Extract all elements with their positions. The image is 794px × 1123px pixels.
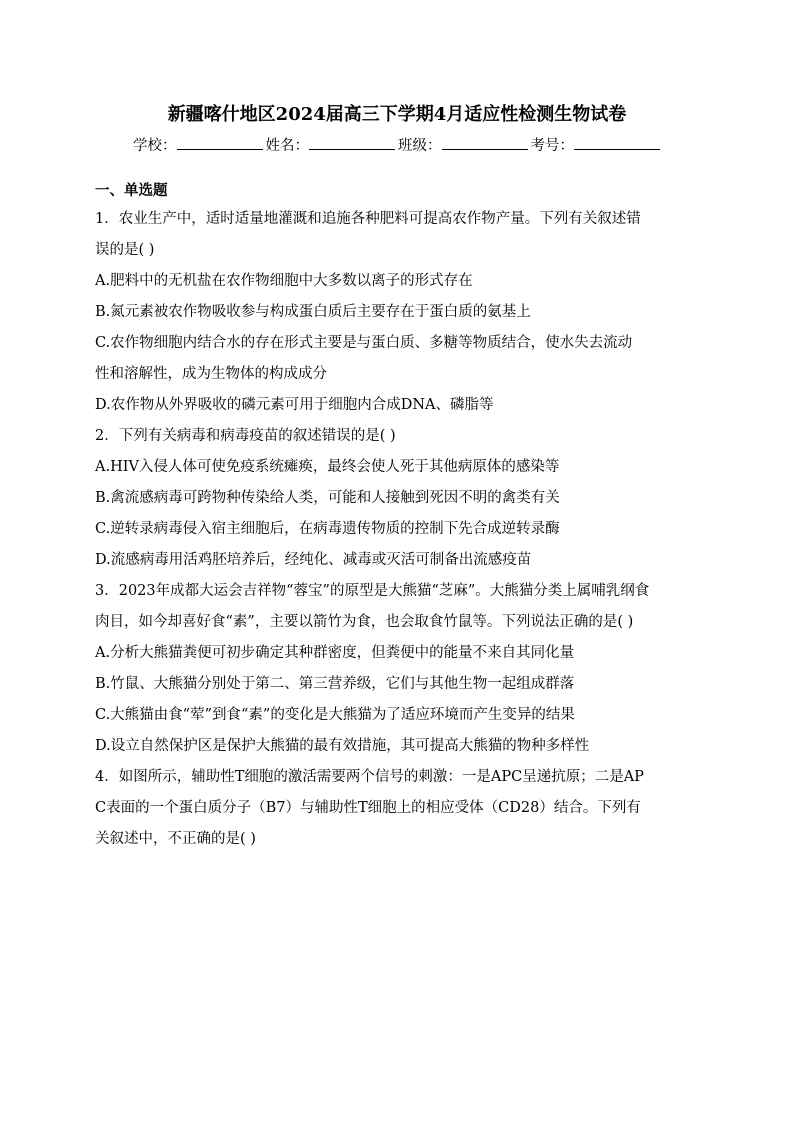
class-blank[interactable] (442, 134, 528, 150)
option-b: B.竹鼠、大熊猫分别处于第二、第三营养级，它们与其他生物一起组成群落 (95, 676, 575, 692)
question-3 (95, 576, 697, 762)
student-info-line (0, 134, 794, 158)
option-a: A.分析大熊猫粪便可初步确定其种群密度，但粪便中的能量不来自其同化量 (95, 645, 575, 661)
option-c: C.农作物细胞内结合水的存在形式主要是与蛋白质、多糖等物质结合，使水失去流动 (95, 335, 633, 351)
question-2 (95, 421, 697, 576)
question-content (95, 178, 697, 855)
exam-title: 新疆喀什地区2024届高三下学期4月适应性检测生物试卷 (167, 104, 627, 125)
option-b: B.禽流感病毒可跨物种传染给人类，可能和人接触到死因不明的禽类有关 (95, 490, 560, 506)
question-stem-line: 关叙述中，不正确的是( ) (95, 831, 256, 847)
question-stem-line: 1．农业生产中，适时适量地灌溉和追施各种肥料可提高农作物产量。下列有关叙述错 (95, 211, 641, 227)
option-d: D.设立自然保护区是保护大熊猫的最有效措施，其可提高大熊猫的物种多样性 (95, 738, 590, 754)
question-stem-line: 误的是( ) (95, 242, 155, 258)
question-stem-line: 肉目，如今却喜好食“素”，主要以箭竹为食，也会取食竹鼠等。下列说法正确的是( ) (95, 614, 634, 630)
question-stem-line: 3．2023年成都大运会吉祥物“蓉宝”的原型是大熊猫“芝麻”。大熊猫分类上属哺乳纲食 (95, 583, 650, 599)
option-d: D.农作物从外界吸收的磷元素可用于细胞内合成DNA、磷脂等 (95, 397, 494, 413)
option-c: C.大熊猫由食“荤”到食“素”的变化是大熊猫为了适应环境而产生变异的结果 (95, 707, 575, 723)
option-c: C.逆转录病毒侵入宿主细胞后，在病毒遗传物质的控制下先合成逆转录酶 (95, 521, 560, 537)
name-blank[interactable] (309, 134, 395, 150)
question-4 (95, 762, 697, 855)
option-c-continued: 性和溶解性，成为生物体的构成成分 (95, 366, 327, 382)
class-label: 班级： (398, 138, 442, 154)
question-stem-line: 2．下列有关病毒和病毒疫苗的叙述错误的是( ) (95, 428, 396, 444)
question-stem-line: C表面的一个蛋白质分子（B7）与辅助性T细胞上的相应受体（CD28）结合。下列有 (95, 800, 641, 816)
option-d: D.流感病毒用活鸡胚培养后，经纯化、减毒或灭活可制备出流感疫苗 (95, 552, 532, 568)
question-1 (95, 204, 697, 421)
exam-number-blank[interactable] (574, 134, 660, 150)
name-label: 姓名： (265, 138, 309, 154)
section-heading: 一、单选题 (95, 182, 168, 199)
school-blank[interactable] (177, 134, 263, 150)
option-b: B.氮元素被农作物吸收参与构成蛋白质后主要存在于蛋白质的氨基上 (95, 304, 531, 320)
exam-number-label: 考号： (530, 138, 574, 154)
question-stem-line: 4．如图所示，辅助性T细胞的激活需要两个信号的刺激：一是APC呈递抗原；二是AP (95, 769, 644, 785)
option-a: A.肥料中的无机盐在农作物细胞中大多数以离子的形式存在 (95, 273, 473, 289)
option-a: A.HIV入侵人体可使免疫系统瘫痪，最终会使人死于其他病原体的感染等 (95, 459, 560, 475)
school-label: 学校： (133, 138, 177, 154)
